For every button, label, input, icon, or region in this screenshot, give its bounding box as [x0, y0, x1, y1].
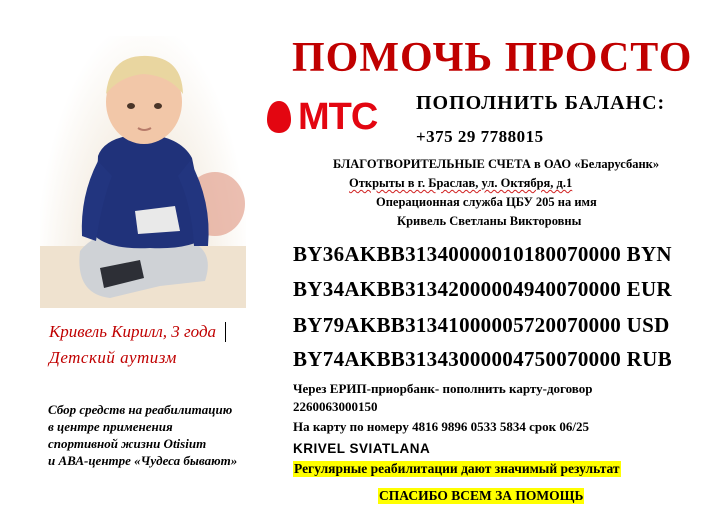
fundraising-line-1: Сбор средств на реабилитацию: [48, 402, 233, 417]
mts-egg-icon: [266, 100, 292, 134]
card-holder: KRIVEL SVIATLANA: [293, 441, 431, 456]
fundraising-line-4: и АВА-центре «Чудеса бывают»: [48, 453, 238, 468]
account-eur: BY34AKBB31342000004940070000 EUR: [293, 277, 672, 301]
bank-line-4: Кривель Светланы Викторовны: [397, 214, 582, 228]
highlight-note: Регулярные реабилитации дают значимый результат: [294, 461, 620, 476]
erip-line: Через ЕРИП-приорбанк- пополнить карту-договор: [293, 381, 593, 396]
topup-label: ПОПОЛНИТЬ БАЛАНС:: [416, 92, 666, 114]
account-usd: BY79AKBB31341000005720070000 USD: [293, 313, 670, 337]
page-title: ПОМОЧЬ ПРОСТО: [292, 35, 693, 81]
fundraising-line-2: в центре применения: [48, 419, 173, 434]
child-diagnosis: Детский аутизм: [49, 348, 177, 367]
account-rub: BY74AKBB31343000004750070000 RUB: [293, 347, 672, 371]
child-photo-illustration: [40, 36, 246, 308]
text-cursor: [225, 322, 226, 342]
bank-line-2: Открыты в г. Браслав, ул. Октября, д.1: [349, 176, 573, 190]
phone-number: +375 29 7788015: [416, 127, 544, 146]
account-byn: BY36AKBB31340000010180070000 BYN: [293, 242, 672, 266]
child-name: Кривель Кирилл, 3 года: [49, 322, 217, 341]
thanks-note: СПАСИБО ВСЕМ ЗА ПОМОЩЬ: [379, 488, 584, 503]
mts-logo: МТС: [298, 96, 378, 138]
fundraising-line-3: спортивной жизни Otisium: [48, 436, 207, 451]
bank-line-1: БЛАГОТВОРИТЕЛЬНЫЕ СЧЕТА в ОАО «Беларусбанк»: [333, 157, 660, 171]
child-photo: [40, 36, 246, 308]
bank-line-3: Операционная служба ЦБУ 205 на имя: [376, 195, 597, 209]
erip-contract-number: 2260063000150: [293, 399, 378, 414]
card-number-line: На карту по номеру 4816 9896 0533 5834 срок 06/25: [293, 419, 589, 434]
